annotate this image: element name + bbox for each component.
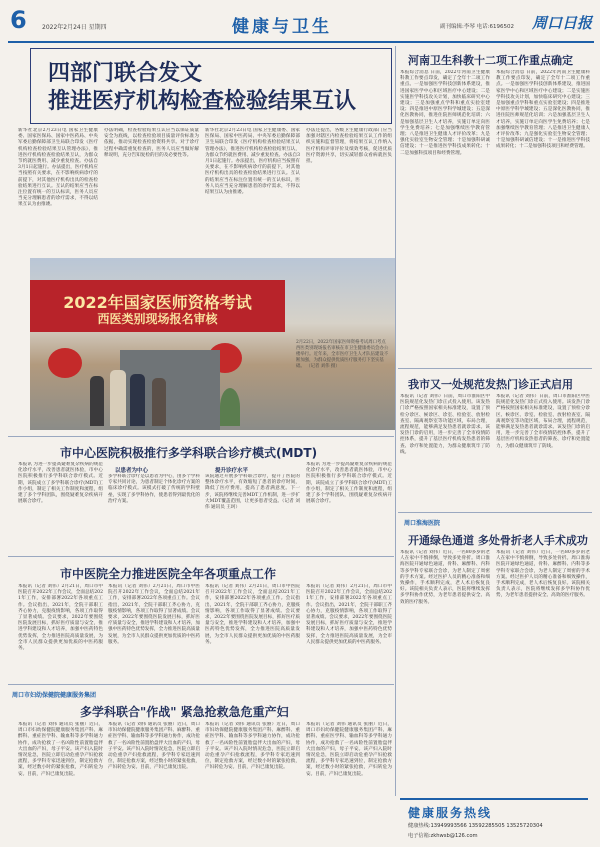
right-article3-tag: 周口淮海医院 (404, 520, 441, 527)
lead-body-col2: 办法明确，检查检验结果互认应当以保证质量安全为底线，以检查检验项目质量评价标准为依据，推动实现检查检验资料共享。对于诊疗过程中确需重复检查的，医务人员应当做好解释说明，充分告知复检的目的及必要性等。 (104, 128, 199, 158)
women-body-col2: 本报讯（记者 刘伟 通讯员 张丽）近日，周口市妇幼保健院健康服务集团产科、麻醉科、重症医学科、输血科等多学科通力协作，成功抢救了一名凶险性前置胎盘伴大出血的产妇，母子平安。该产妇入院时情况危急，医院立即启动危重孕产妇抢救流程，多学科专家迅速到位，制定抢救方案，经过数小时的紧张抢救，产妇转危为安。目前，产妇已康复出院。 (108, 722, 200, 771)
right-article1-col1: 本报综合消息 日前，2022年河南卫生健康科教工作要点印发，确定了全年十二项工作重点。一是加强医学科技创新体系建设，推进国家医学中心和区域医疗中心建设；二是实施医学科技攻关计划，加快临床研究中心建设；三是加强重点学科和重点实验室建设；四是推进中原医学科学城建设；五是深化医教协同，推进住院医师规范化培训；六是加强基层卫生人才培养，实施订单定向医学生免费培养；七是加强继续医学教育管理；八是推进卫生健康人才评价改革；九是强化实验室生物安全管理；十是加强科研诚信建设；十一是推进医学科技成果转化；十二是加强科技项目和经费管理。 (400, 70, 490, 156)
divider (8, 436, 394, 437)
section-title: 健康与卫生 (232, 17, 332, 37)
hotline-title: 健康服务热线 (408, 806, 493, 820)
mdt-title: 市中心医院积极推行多学科联合诊疗模式(MDT) (60, 446, 318, 460)
lead-title-line1: 四部门联合发文 (48, 61, 203, 86)
women-tag: 周口市妇幼保健院健康服务集团 (12, 692, 97, 699)
page-number: 6 (10, 6, 27, 34)
women-title: 多学科联合"作战" 紧急抢救急危重产妇 (80, 705, 289, 719)
right-article3-title: 开通绿色通道 多处骨折老人手术成功 (408, 534, 588, 547)
mdt-body-col4: 本报讯 为进一步提高疑难复杂疾病的规范化诊疗水平，改善患者就医体验，市中心医院积极推行多学科联合诊疗模式。近期，该院成立了多学科联合诊疗(MDT)工作小组，制定了相关工作制度和流程，组建了多个学科团队，围绕疑难复杂疾病开展联合诊疗。 (306, 462, 392, 505)
right-article2-col2: 本报讯（记者 刘伟）日前，周口市淮阳区中医院规范化发热门诊正式投入使用。该发热门诊严格按照国家相关标准建设，设置了预检分诊区、候诊区、诊室、检验室、放射检查室、隔离观察室等功能区域，布局合理，流程规范，能够满足发热患者就诊需求。该发热门诊的启用，进一步完善了全市疫情防控体系，提升了基层医疗机构发热患者的筛查、诊疗和处置能力，为群众健康筑牢了防线。 (496, 394, 590, 449)
photo-banner-line2: 西医类别现场报名审核 (97, 312, 218, 326)
key-body-col4: 本报讯（记者 刘伟）2月21日，周口市中医院召开2022年工作会议，全面总结2021年工作，安排部署2022年各项重点工作。会议指出，2021年，全院干部职工齐心协力，克服疫情影响，各项工作取得了显著成绩。会议要求，2022年要围绕医院发展目标，抓好医疗质量与安全，推进学科建设和人才培养，加强中医药特色优势发挥，全力推进医院高质量发展，为全市人民群众提供更加优质的中医药服务。 (306, 584, 392, 645)
key-body-col2: 本报讯（记者 刘伟）2月21日，周口市中医院召开2022年工作会议，全面总结2021年工作，安排部署2022年各项重点工作。会议指出，2021年，全院干部职工齐心协力，克服疫情影响，各项工作取得了显著成绩。会议要求，2022年要围绕医院发展目标，抓好医疗质量与安全，推进学科建设和人才培养，加强中医药特色优势发挥，全力推进医院高质量发展，为全市人民群众提供更加优质的中医药服务。 (108, 584, 200, 645)
mdt-body-col2: 多学科联合诊疗是以患者为中心，由多个学科专家共同讨论，为患者制定个体化诊疗方案的临床诊疗模式。该模式打破了传统的学科壁垒，实现了多学科协作，使患者得到最优化的治疗方案。 (108, 474, 200, 504)
person-4 (152, 378, 166, 426)
lantern-left (48, 348, 82, 378)
right-article1-col2: 本报综合消息 日前，2022年河南卫生健康科教工作要点印发，确定了全年十二项工作重点。一是加强医学科技创新体系建设，推进国家医学中心和区域医疗中心建设；二是实施医学科技攻关计划，加快临床研究中心建设；三是加强重点学科和重点实验室建设；四是推进中原医学科学城建设；五是深化医教协同，推进住院医师规范化培训；六是加强基层卫生人才培养，实施订单定向医学生免费培养；七是加强继续医学教育管理；八是推进卫生健康人才评价改革；九是强化实验室生物安全管理；十是加强科研诚信建设；十一是推进医学科技成果转化；十二是加强科技项目和经费管理。 (496, 70, 590, 150)
lead-body-col1: 新华社北京2月23日电 国家卫生健康委、国家医保局、国家中医药局、中央军委后勤保障部卫生局联合印发《医疗机构检查检验结果互认管理办法》，推进医疗机构检查检验结果互认，为群众节约就医费用、减少重复检查。办法自3月1日起施行。办法提出，医疗机构应当按照有关要求，在不影响疾病诊疗的前提下，对其他医疗机构出具的检查检验结果进行互认。互认的结果应当在标注位置有统一的互认标识，医务人员应当充分理解患者的诊疗需求，不得以结果互认为由推诿。 (18, 128, 98, 208)
key-body-col1: 本报讯（记者 刘伟）2月21日，周口市中医院召开2022年工作会议，全面总结2021年工作，安排部署2022年各项重点工作。会议指出，2021年，全院干部职工齐心协力，克服疫情影响，各项工作取得了显著成绩。会议要求，2022年要围绕医院发展目标，抓好医疗质量与安全，推进学科建设和人才培养，加强中医药特色优势发挥，全力推进医院高质量发展，为全市人民群众提供更加优质的中医药服务。 (18, 584, 103, 652)
right-article2-col1: 本报讯（记者 刘伟）日前，周口市淮阳区中医院规范化发热门诊正式投入使用。该发热门诊严格按照国家相关标准建设，设置了预检分诊区、候诊区、诊室、检验室、放射检查室、隔离观察室等功能区域，布局合理，流程规范，能够满足发热患者就诊需求。该发热门诊的启用，进一步完善了全市疫情防控体系，提升了基层医疗机构发热患者的筛查、诊疗和处置能力，为群众健康筑牢了防线。 (400, 394, 490, 455)
right-article3-col2: 本报讯（记者 刘伟）近日，一名80多岁的老人在家中不慎摔倒，导致多处骨折。周口淮海医院开通绿色通道，骨科、麻醉科、内科等多学科专家联合会诊，为老人制定了周密的手术方案。经过医护人员的精心准备和细致操作，手术顺利完成，老人术后恢复良好。该院相关负责人表示，医院将继续发挥多学科协作优势，为老年患者提供安全、高效的医疗服务。 (496, 550, 590, 599)
right-article2-title: 我市又一处规范发热门诊正式启用 (408, 378, 573, 391)
right-article3-col1: 本报讯（记者 刘伟）近日，一名80多岁的老人在家中不慎摔倒，导致多处骨折。周口淮海医院开通绿色通道，骨科、麻醉科、内科等多学科专家联合会诊，为老人制定了周密的手术方案。经过医护人员的精心准备和细致操作，手术顺利完成，老人术后恢复良好。该院相关负责人表示，医院将继续发挥多学科协作优势，为老年患者提供安全、高效的医疗服务。 (400, 550, 490, 605)
tree (220, 388, 240, 426)
lead-body-col3: 新华社北京2月23日电 国家卫生健康委、国家医保局、国家中医药局、中央军委后勤保障部卫生局联合印发《医疗机构检查检验结果互认管理办法》，推进医疗机构检查检验结果互认，为群众节约就医费用、减少重复检查。办法自3月1日起施行。办法提出，医疗机构应当按照有关要求，在不影响疾病诊疗的前提下，对其他医疗机构出具的检查检验结果进行互认。互认的结果应当在标注位置有统一的互认标识，医务人员应当充分理解患者的诊疗需求，不得以结果互认为由推诿。 (205, 128, 300, 196)
editor-info: 副刊编辑:李琴 电话:6196502 (440, 24, 514, 30)
person-2 (110, 370, 126, 426)
key-work-title: 市中医院全力推进医院全年各项重点工作 (60, 567, 277, 581)
key-body-col3: 本报讯（记者 刘伟）2月21日，周口市中医院召开2022年工作会议，全面总结2021年工作，安排部署2022年各项重点工作。会议指出，2021年，全院干部职工齐心协力，克服疫情影响，各项工作取得了显著成绩。会议要求，2022年要围绕医院发展目标，抓好医疗质量与安全，推进学科建设和人才培养，加强中医药特色优势发挥，全力推进医院高质量发展，为全市人民群众提供更加优质的中医药服务。 (205, 584, 300, 645)
photo-banner (30, 280, 285, 332)
mdt-subhead-2: 提升诊疗水平 (215, 468, 249, 474)
mdt-body-col1: 本报讯 为进一步提高疑难复杂疾病的规范化诊疗水平，改善患者就医体验，市中心医院积极推行多学科联合诊疗模式。近期，该院成立了多学科联合诊疗(MDT)工作小组，制定了相关工作制度和流程，组建了多个学科团队，围绕疑难复杂疾病开展联合诊疗。 (18, 462, 103, 505)
issue-date: 2022年2月24日 星期四 (42, 24, 107, 31)
lead-title-line2: 推进医疗机构检查检验结果互认 (48, 89, 357, 114)
newspaper-logo: 周口日报 (532, 14, 593, 32)
column-divider (395, 46, 396, 796)
lead-body-col4: 办法还提出，各级卫生健康行政部门应当加强对辖区内检查检验结果互认工作的组织实施和监督管理，将结果互认工作纳入医疗机构评审评价及绩效考核，促进优质医疗资源共享，切实减轻群众看病就医负担。 (306, 128, 392, 165)
person-3 (130, 374, 145, 426)
mdt-body-col3: 该院通过开展多学科联合诊疗，提升了医院的整体诊疗水平，有效缩短了患者的诊疗时间，降低了医疗费用，提高了患者满意度。下一步，该院将继续完善MDT工作机制，进一步扩大MDT覆盖范围，让更多患者受益。（记者 刘伟 通讯员 王珂） (205, 474, 300, 511)
hotline-ad (400, 798, 588, 844)
women-body-col4: 本报讯（记者 刘伟 通讯员 张丽）近日，周口市妇幼保健院健康服务集团产科、麻醉科、重症医学科、输血科等多学科通力协作，成功抢救了一名凶险性前置胎盘伴大出血的产妇，母子平安。该产妇入院时情况危急，医院立即启动危重孕产妇抢救流程，多学科专家迅速到位，制定抢救方案，经过数小时的紧张抢救，产妇转危为安。目前，产妇已康复出院。 (306, 722, 392, 777)
divider (398, 368, 592, 369)
divider (8, 556, 394, 557)
photo-banner-line1: 2022年国家医师资格考试 (63, 293, 252, 312)
divider (8, 684, 394, 685)
women-body-col1: 本报讯（记者 刘伟 通讯员 张丽）近日，周口市妇幼保健院健康服务集团产科、麻醉科、重症医学科、输血科等多学科通力协作，成功抢救了一名凶险性前置胎盘伴大出血的产妇，母子平安。该产妇入院时情况危急，医院立即启动危重孕产妇抢救流程，多学科专家迅速到位，制定抢救方案，经过数小时的紧张抢救，产妇转危为安。目前，产妇已康复出院。 (18, 722, 103, 777)
person-1 (90, 376, 104, 426)
divider (398, 512, 592, 513)
photo-caption: 2月22日，2022年国家医师资格考试周口考点西医类别现场报名审核在市卫生健康委员会办公楼举行。近年来，全市医疗卫生人才队伍建设不断加强，为群众提供优质医疗服务打下坚实基础。 （记者 刘伟 摄） (296, 340, 389, 369)
mdt-subhead-1: 以患者为中心 (115, 468, 149, 474)
right-article1-title: 河南卫生科教十二项工作重点确定 (408, 54, 573, 67)
women-body-col3: 本报讯（记者 刘伟 通讯员 张丽）近日，周口市妇幼保健院健康服务集团产科、麻醉科、重症医学科、输血科等多学科通力协作，成功抢救了一名凶险性前置胎盘伴大出血的产妇，母子平安。该产妇入院时情况危急，医院立即启动危重孕产妇抢救流程，多学科专家迅速到位，制定抢救方案，经过数小时的紧张抢救，产妇转危为安。目前，产妇已康复出院。 (205, 722, 300, 771)
hotline-email: 电子信箱:zkhwsb@126.com (408, 833, 478, 839)
hotline-phones: 健康热线:13949993566 13592285505 13525720304 (408, 823, 543, 829)
